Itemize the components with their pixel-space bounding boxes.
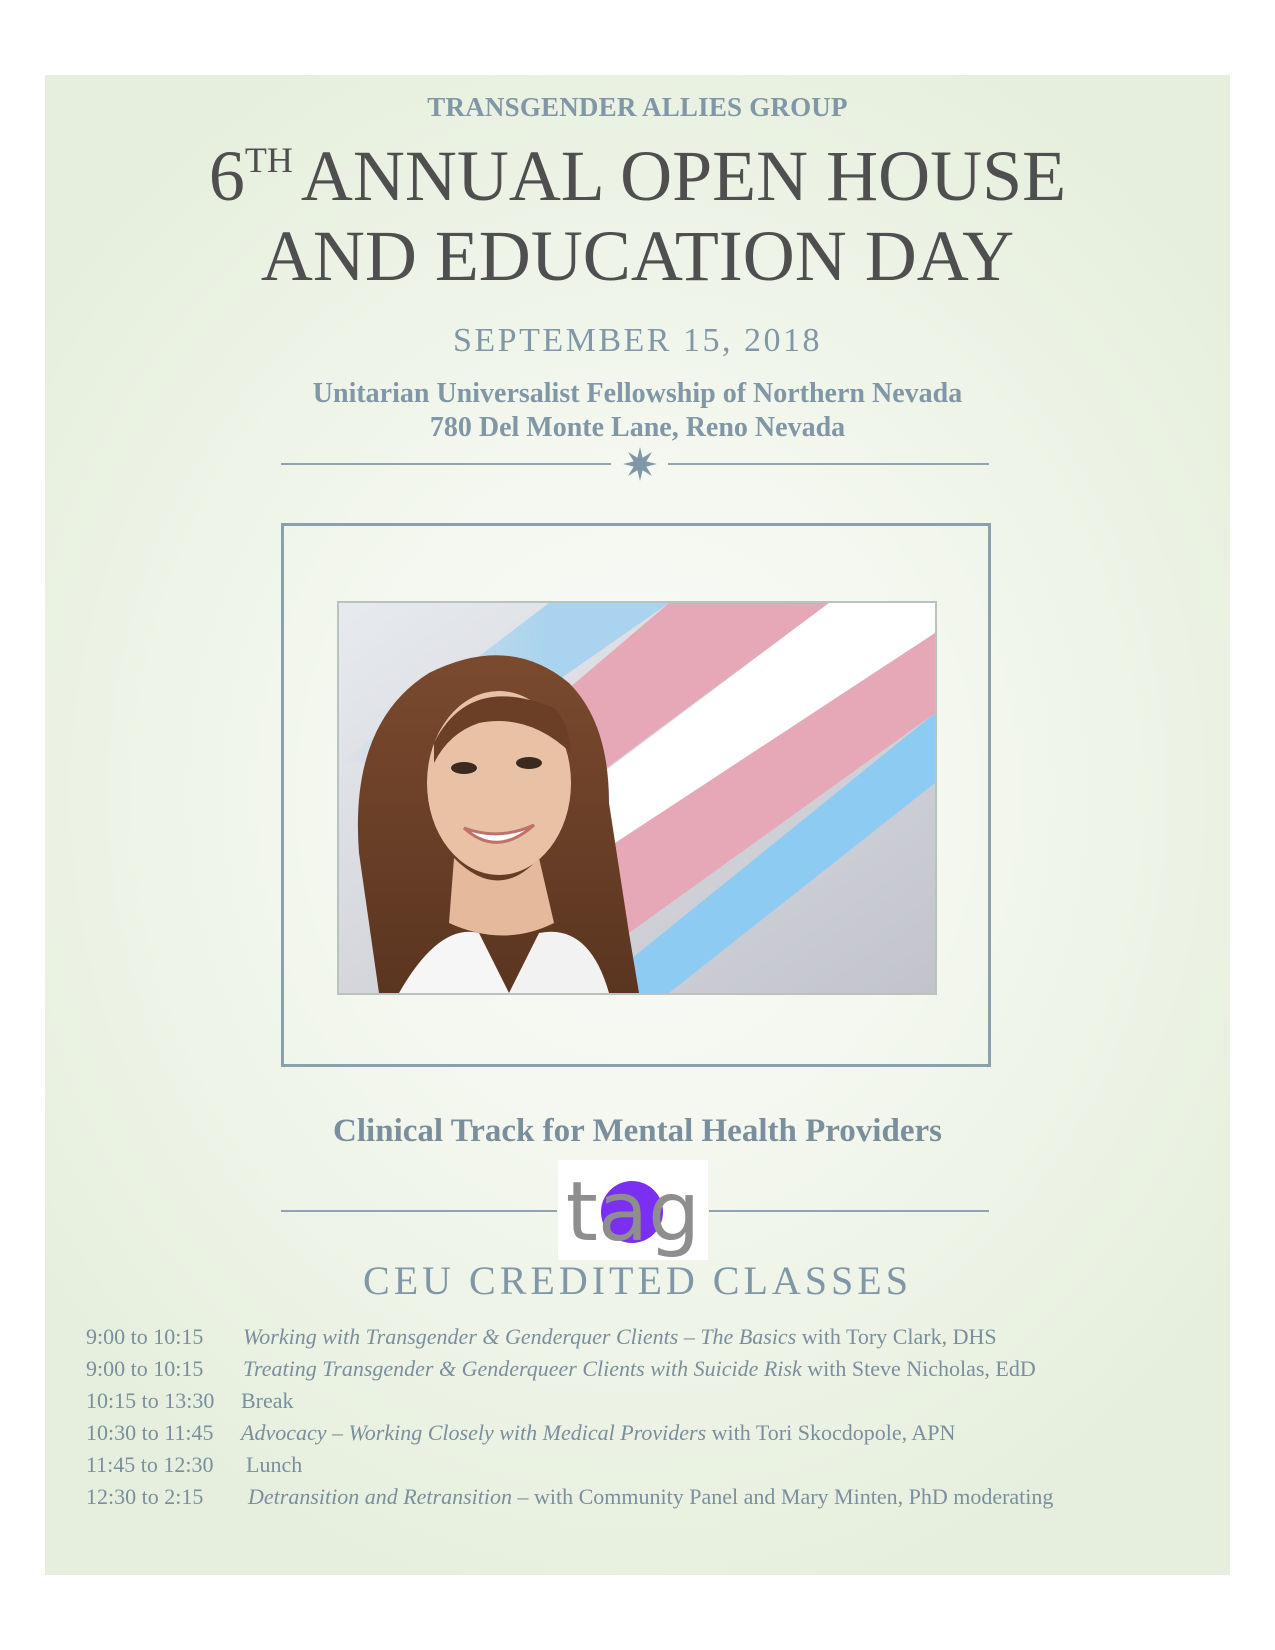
schedule-time: 11:45 to 12:30: [86, 1452, 214, 1477]
divider-left: [281, 463, 611, 465]
class-title: Working with Transgender & Genderquer Clients – The Basics: [243, 1324, 797, 1349]
schedule-row: [86, 1324, 1236, 1356]
schedule-row: [86, 1452, 1236, 1484]
divider-right-2: [709, 1210, 989, 1212]
schedule-list: [86, 1324, 1236, 1516]
schedule-time: 10:30 to 11:45: [86, 1420, 214, 1445]
schedule-row: [86, 1356, 1236, 1388]
schedule-time: 9:00 to 10:15: [86, 1356, 204, 1381]
title-line-2: AND EDUCATION DAY: [260, 216, 1015, 296]
schedule-desc: [241, 1420, 955, 1446]
event-date: SEPTEMBER 15, 2018: [453, 322, 822, 359]
venue-address: 780 Del Monte Lane, Reno Nevada: [429, 412, 846, 443]
schedule-row: [86, 1420, 1236, 1452]
class-title: Treating Transgender & Genderqueer Clients with Suicide Risk: [243, 1356, 802, 1381]
class-presenter: with Tory Clark, DHS: [796, 1324, 997, 1349]
title-ordinal-suffix: TH: [244, 140, 293, 180]
track-title: Clinical Track for Mental Health Providers: [333, 1113, 942, 1149]
schedule-desc: [248, 1484, 1053, 1510]
org-name: TRANSGENDER ALLIES GROUP: [427, 92, 848, 122]
featured-photo: [337, 601, 937, 995]
title-line-1: [0, 136, 1275, 216]
ceu-heading: CEU CREDITED CLASSES: [363, 1258, 912, 1303]
tag-logo-text: tag: [565, 1165, 701, 1260]
trans-flag-photo-illustration: [339, 603, 935, 993]
schedule-desc: [246, 1452, 302, 1478]
venue-name: Unitarian Universalist Fellowship of Northern Nevada: [312, 378, 963, 409]
divider-left-2: [281, 1210, 557, 1212]
schedule-desc: [241, 1388, 294, 1414]
schedule-desc: [243, 1324, 997, 1350]
title-line-1-text: ANNUAL OPEN HOUSE: [300, 136, 1067, 216]
class-title: Advocacy – Working Closely with Medical Providers: [241, 1420, 707, 1445]
divider-right: [668, 463, 989, 465]
star-ornament-icon: [622, 446, 658, 482]
class-presenter: with Tori Skocdopole, APN: [706, 1420, 956, 1445]
title-number: 6: [208, 136, 245, 216]
class-presenter: – with Community Panel and Mary Minten, PhD moderating: [512, 1484, 1054, 1509]
schedule-time: 10:15 to 13:30: [86, 1388, 215, 1413]
schedule-desc: [243, 1356, 1036, 1382]
class-presenter: Break: [241, 1388, 294, 1413]
tag-logo-icon: [558, 1160, 708, 1260]
schedule-row: [86, 1388, 1236, 1420]
schedule-row: [86, 1484, 1236, 1516]
class-presenter: with Steve Nicholas, EdD: [801, 1356, 1036, 1381]
tag-logo: [558, 1160, 708, 1260]
class-presenter: Lunch: [246, 1452, 303, 1477]
class-title: Detransition and Retransition: [248, 1484, 512, 1509]
schedule-time: 9:00 to 10:15: [86, 1324, 204, 1349]
schedule-time: 12:30 to 2:15: [86, 1484, 204, 1509]
